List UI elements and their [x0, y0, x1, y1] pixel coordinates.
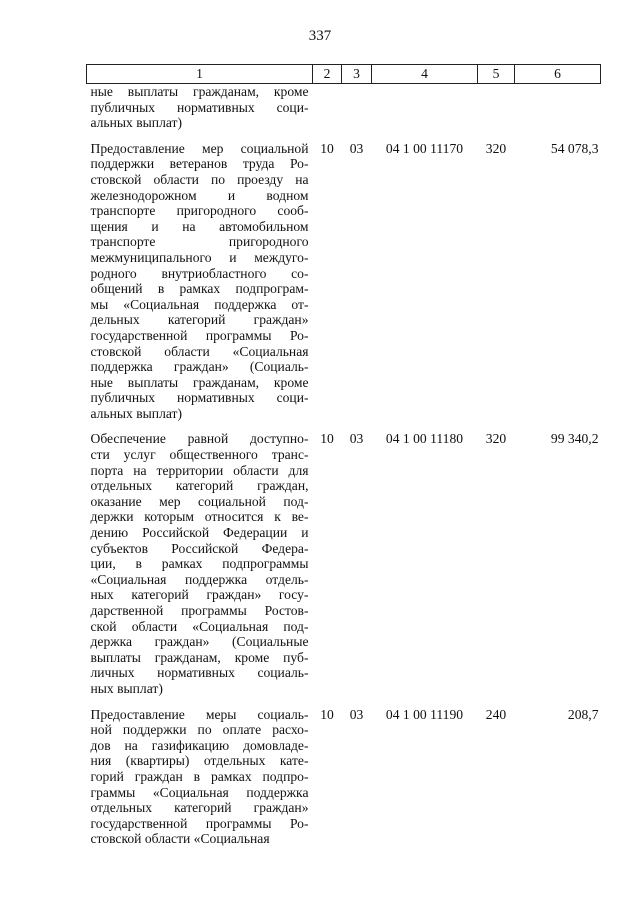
description-line: мы «Социальная поддержка от- — [90, 296, 309, 312]
expense-type-code: 320 — [485, 140, 507, 156]
description-line: публичных нормативных соци- — [90, 390, 309, 406]
description-line: железнодорожном и водном — [90, 187, 309, 203]
description-line: выплаты гражданам, кроме пуб- — [90, 649, 309, 665]
description-line: альных выплат) — [90, 115, 182, 131]
section-code — [313, 84, 342, 131]
description-line: отдельных категорий граждан, — [90, 478, 309, 494]
description-line: порта на территории области для — [90, 462, 309, 478]
description-line: отдельных категорий граждан» — [90, 800, 309, 816]
expense-type-code: 320 — [485, 431, 507, 447]
description-line: дарственной программы Ростов- — [90, 603, 309, 618]
row-description — [87, 431, 313, 696]
section-code: 10 — [320, 706, 334, 722]
row-description — [87, 707, 313, 847]
section-code: 10 — [320, 140, 334, 156]
table-row — [87, 431, 601, 696]
section-code: 10 — [320, 431, 334, 447]
table-row — [87, 84, 601, 131]
subsection-code: 03 — [349, 140, 364, 156]
description-line: ской области «Социальная под- — [90, 618, 309, 634]
description-line: щения и на автомобильном — [90, 218, 309, 234]
row-spacer — [87, 421, 601, 431]
header-row — [87, 65, 601, 84]
amount: 99 340,2 — [550, 431, 599, 447]
description-line: дельных категорий граждан» — [90, 312, 309, 328]
budget-table — [86, 64, 601, 847]
target-article-code: 04 1 00 11180 — [385, 431, 464, 447]
description-line: государственной программы Ро- — [90, 815, 309, 831]
description-line: стовской области «Социальная — [90, 343, 309, 359]
description-line: граммы «Социальная поддержка — [90, 784, 309, 800]
subsection-code — [342, 84, 372, 131]
description-line: ные выплаты гражданам, кроме — [90, 374, 309, 390]
header-cell-5: 5 — [478, 65, 515, 84]
description-line: держки которым относится к ве- — [90, 509, 309, 525]
description-line: ной поддержки по оплате расхо- — [90, 722, 309, 738]
description-line: поддержки ветеранов труда Ро- — [90, 156, 309, 172]
description-line: альных выплат) — [90, 405, 182, 421]
description-line: ных категорий граждан» госу- — [90, 587, 309, 603]
description-line: субъектов Российской Федера- — [90, 540, 309, 556]
target-article-code — [372, 84, 478, 131]
header-cell-1: 1 — [87, 65, 313, 84]
description-line: дов на газификацию домовладе- — [90, 737, 309, 753]
description-line: транспорте пригородного сооб- — [90, 203, 309, 219]
subsection-code: 03 — [349, 431, 364, 447]
description-line: ции, в рамках подпрограммы — [90, 556, 309, 572]
amount: 208,7 — [567, 706, 599, 722]
row-spacer — [87, 697, 601, 707]
description-line: транспорте пригородного — [90, 234, 309, 250]
description-line: дению Российской Федерации и — [90, 525, 309, 541]
description-line: Предоставление меры социаль- — [90, 706, 309, 722]
subsection-code: 03 — [349, 706, 364, 722]
description-line: держка граждан» (Социальные — [90, 634, 309, 650]
table-row — [87, 707, 601, 847]
description-line: личных нормативных социаль- — [90, 665, 309, 681]
description-line: ные выплаты гражданам, кроме — [90, 84, 309, 99]
page-number: 337 — [308, 28, 332, 44]
description-line: ния (квартиры) отдельных кате- — [90, 753, 309, 769]
target-article-code: 04 1 00 11190 — [385, 706, 464, 722]
description-line: публичных нормативных соци- — [90, 99, 309, 115]
description-line: ных выплат) — [90, 680, 163, 696]
row-description — [87, 141, 313, 422]
description-line: оказание мер социальной под- — [90, 493, 309, 509]
description-line: горий граждан в рамках подпро- — [90, 768, 309, 784]
description-line: межмуниципального и междуго- — [90, 249, 309, 265]
amount: 54 078,3 — [550, 140, 599, 156]
target-article-code: 04 1 00 11170 — [385, 140, 464, 156]
description-line: стовской области «Социальная — [90, 831, 270, 847]
description-line: Предоставление мер социальной — [90, 140, 309, 156]
description-line: родного внутриобластного со- — [90, 265, 309, 281]
description-line: Обеспечение равной доступно- — [90, 431, 309, 447]
header-cell-4: 4 — [372, 65, 478, 84]
description-line: сти услуг общественного транс- — [90, 447, 309, 463]
expense-type-code: 240 — [485, 706, 507, 722]
description-line: стовской области по проезду на — [90, 171, 309, 187]
header-cell-2: 2 — [313, 65, 342, 84]
table-row — [87, 141, 601, 422]
description-line: общений в рамках подпрограм- — [90, 281, 309, 297]
header-cell-3: 3 — [342, 65, 372, 84]
row-description — [87, 84, 313, 131]
row-spacer — [87, 131, 601, 141]
description-line: государственной программы Ро- — [90, 327, 309, 343]
description-line: «Социальная поддержка отдель- — [90, 571, 309, 587]
expense-type-code — [478, 84, 515, 131]
amount — [515, 84, 601, 131]
header-cell-6: 6 — [515, 65, 601, 84]
description-line: поддержка граждан» (Социаль- — [90, 359, 309, 375]
